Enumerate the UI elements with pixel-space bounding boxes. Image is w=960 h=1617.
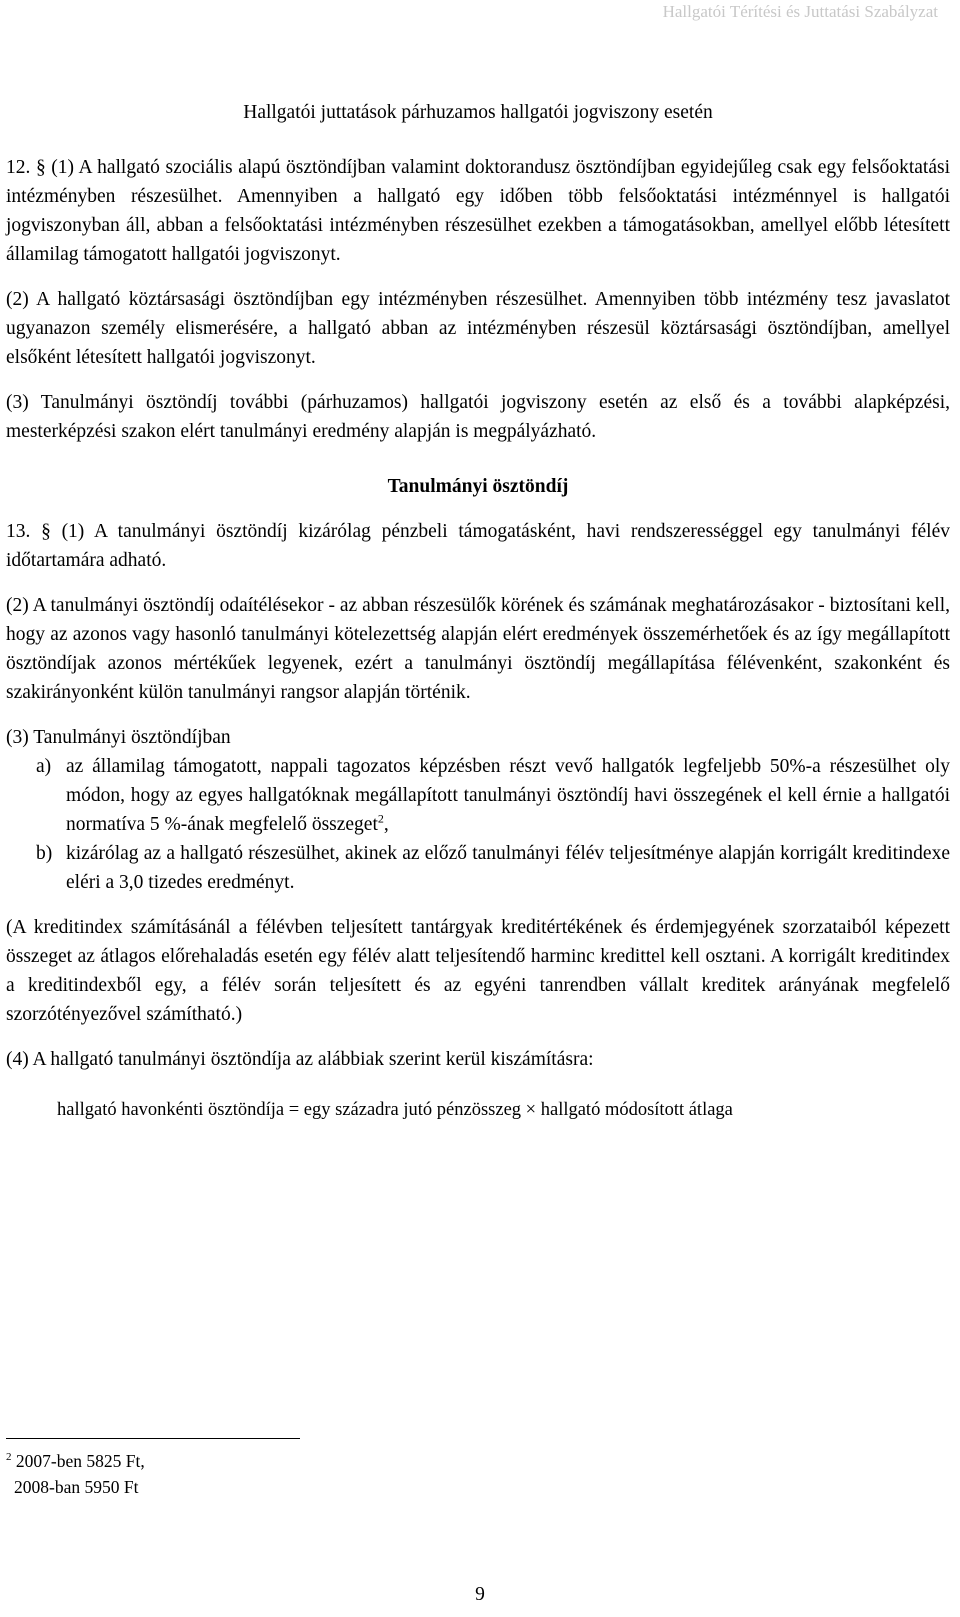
paragraph-13-2: (2) A tanulmányi ösztöndíj odaítélésekor - az abban részesülők körének és számának meghatározásakor - biztosítani kell, hogy az azonos vagy hasonló tanulmányi kötelezettség alapján elért eredmények összemérhetőek és az így megállapított ösztöndíjak azonos mértékűek legyenek, ezért a tanulmányi ösztöndíj megállapítása félévenként, szakonként és szakirányonként külön tanulmányi rangsor alapján történik. [6, 595, 950, 703]
footnote-mark: 2 [6, 1451, 12, 1464]
list-text-a-tail: , [383, 814, 389, 835]
footnote-divider [6, 1438, 300, 1439]
list-label-b: b) [36, 843, 53, 864]
list-item-b [6, 839, 950, 897]
running-header: Hallgatói Térítési és Juttatási Szabályzat [662, 2, 938, 21]
paragraph-13-1: 13. § (1) A tanulmányi ösztöndíj kizárólag pénzbeli támogatásként, havi rendszerességgel egy tanulmányi félév időtartamára adható. [6, 521, 950, 571]
footnote [6, 1448, 145, 1500]
footnote-line-2: 2008-ban 5950 Ft [14, 1477, 139, 1497]
footnote-text-1: 2007-ben 5825 Ft, [15, 1451, 145, 1471]
scholarship-formula: hallgató havonkénti ösztöndíja = egy századra jutó pénzösszeg × hallgató módosított átlaga [57, 1100, 733, 1120]
paragraph-13-3-intro: (3) Tanulmányi ösztöndíjban [6, 727, 231, 748]
paragraph-12-2: (2) A hallgató köztársasági ösztöndíjban egy intézményben részesülhet. Amennyiben több intézmény tesz javaslatot ugyanazon személy elismerésére, a hallgató abban az intézményben részesül köztársasági ösztöndíjban, amellyel elsőként létesített hallgatói jogviszonyt. [6, 289, 950, 368]
list-text-a [66, 752, 950, 839]
page-number: 9 [475, 1584, 485, 1605]
page-content [6, 98, 950, 1125]
list-item-a [6, 752, 950, 839]
paragraph-12-1: 12. § (1) A hallgató szociális alapú ösztöndíjban valamint doktorandusz ösztöndíjban egyidejűleg csak egy felsőoktatási intézményben részesülhet. Amennyiben a hallgató egy időben több felsőoktatási intézménnyel is hallgatói jogviszonyban áll, abban a felsőoktatási intézményben részesülhet ezekben a támogatásokban, amellyel előbb létesített államilag támogatott hallgatói jogviszonyt. [6, 157, 950, 265]
paragraph-kreditindex-note: (A kreditindex számításánál a félévben teljesített tantárgyak kreditértékének és érdemjegyének szorzataiból képezett összeget az átlagos előrehaladás esetén egy félév alatt teljesítendő harminc kredittel kell osztani. A korrigált kreditindex a kreditindexből egy, a félév során teljesített és az egyéni tanrendben vállalt kreditek arányának megfelelő szorzótényezővel számítható.) [6, 917, 950, 1025]
footnote-line-1 [6, 1448, 145, 1474]
footnote-reference: 2 [377, 811, 384, 826]
list-label-a: a) [36, 756, 52, 777]
list-text-b: kizárólag az a hallgató részesülhet, akinek az előző tanulmányi félév teljesítménye alapján korrigált kreditindexe eléri a 3,0 tizedes eredményt. [66, 843, 950, 893]
section-title-parallel: Hallgatói juttatások párhuzamos hallgatói jogviszony esetén [243, 102, 713, 123]
paragraph-13-4: (4) A hallgató tanulmányi ösztöndíja az alábbiak szerint kerül kiszámításra: [6, 1049, 594, 1070]
paragraph-12-3: (3) Tanulmányi ösztöndíj további (párhuzamos) hallgatói jogviszony esetén az első és a további alapképzési, mesterképzési szakon elért tanulmányi eredmény alapján is megpályázható. [6, 392, 950, 442]
section-title-scholarship: Tanulmányi ösztöndíj [387, 476, 569, 497]
list-text-a-body: az államilag támogatott, nappali tagozatos képzésben részt vevő hallgatók legfeljebb 50%-a részesülhet oly módon, hogy az egyes hallgatóknak megállapított tanulmányi ösztöndíj havi összegének el kell érnie a hallgatói normatíva 5 %-ának megfelelő összeget [66, 756, 950, 835]
